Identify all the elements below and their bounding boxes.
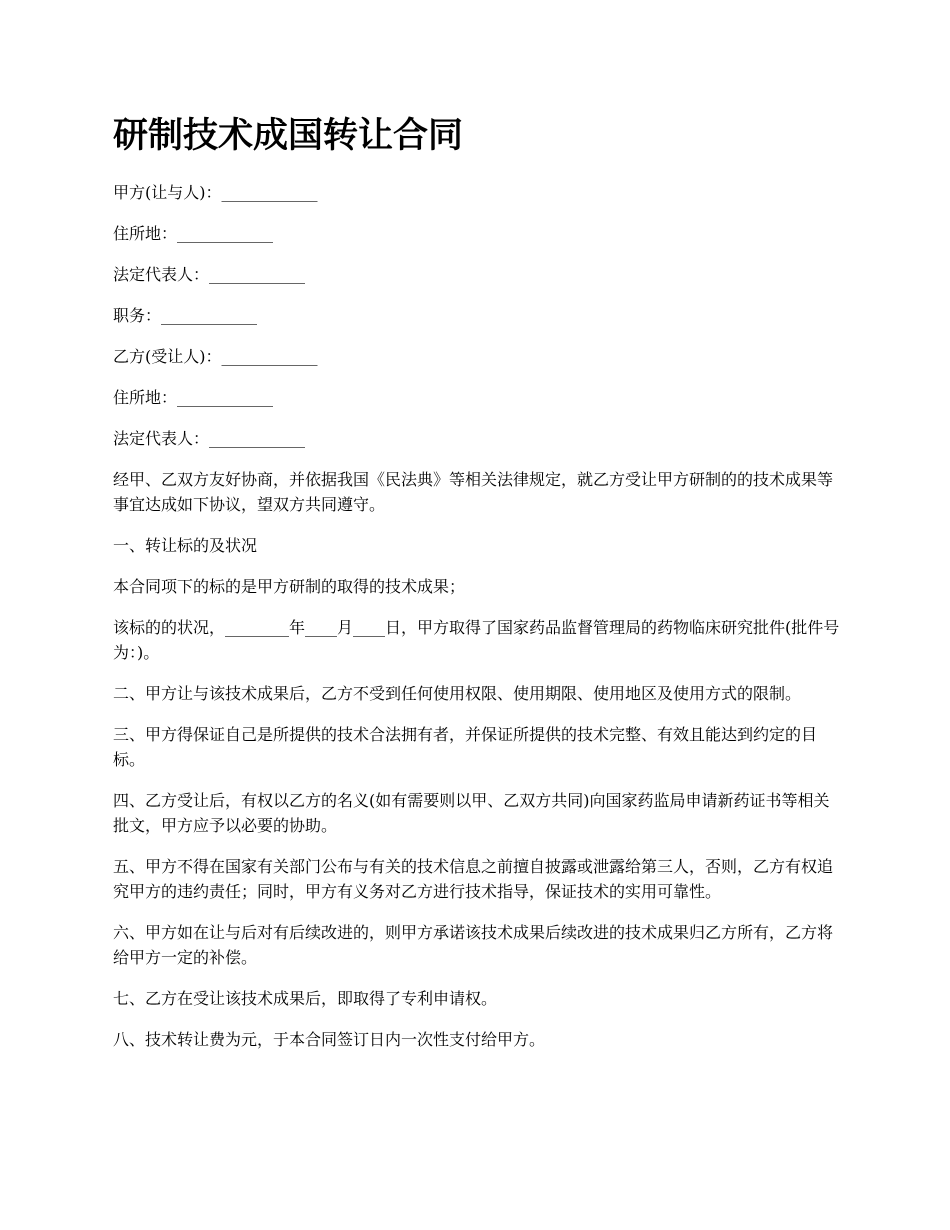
clause-paragraph: 三、甲方得保证自己是所提供的技术合法拥有者，并保证所提供的技术完整、有效且能达到约定的目标。 <box>113 725 818 769</box>
clause-paragraph: 七、乙方在受让该技术成果后，即取得了专利申请权。 <box>113 989 498 1008</box>
field-label: 法定代表人： <box>113 265 210 284</box>
clause-paragraph: 八、技术转让费为元，于本合同签订日内一次性支付给甲方。 <box>113 1030 546 1049</box>
party-b-field <box>113 344 843 369</box>
party-a-address-field <box>113 221 843 246</box>
field-label: 乙方(受让人)： <box>113 347 222 366</box>
field-blank: ____________ <box>177 224 274 243</box>
field-label: 法定代表人： <box>113 429 210 448</box>
clause-paragraph: 六、甲方如在让与后对有后续改进的，则甲方承诺该技术成果后续改进的技术成果归乙方所有，乙方将给甲方一定的补偿。 <box>113 923 834 967</box>
document-body <box>113 180 843 1068</box>
party-a-position-field <box>113 303 843 328</box>
section-heading: 一、转让标的及状况 <box>113 536 258 555</box>
field-blank: ____________ <box>209 429 306 448</box>
clause-paragraph: 五、甲方不得在国家有关部门公布与有关的技术信息之前擅自披露或泄露给第三人，否则，乙方有权追究甲方的违约责任；同时，甲方有义务对乙方进行技术指导，保证技术的实用可靠性。 <box>113 857 834 901</box>
field-label: 职务： <box>113 306 162 325</box>
field-label: 住所地： <box>113 388 178 407</box>
field-blank: ____________ <box>221 347 318 366</box>
party-a-field <box>113 180 843 205</box>
party-a-representative-field <box>113 262 843 287</box>
clause-paragraph: 该标的的状况，________年____月____日，甲方取得了国家药品监督管理局的药物临床研究批件(批件号为：)。 <box>113 618 840 662</box>
clause-paragraph: 四、乙方受让后，有权以乙方的名义(如有需要则以甲、乙双方共同)向国家药监局申请新药证书等相关批文，甲方应予以必要的协助。 <box>113 791 830 835</box>
party-b-representative-field <box>113 426 843 451</box>
party-b-address-field <box>113 385 843 410</box>
field-label: 甲方(让与人)： <box>113 183 222 202</box>
field-blank: ____________ <box>221 183 318 202</box>
field-blank: ____________ <box>177 388 274 407</box>
field-blank: ____________ <box>209 265 306 284</box>
preamble-paragraph: 经甲、乙双方友好协商，并依据我国《民法典》等相关法律规定，就乙方受让甲方研制的的技术成果等事宜达成如下协议，望双方共同遵守。 <box>113 470 834 514</box>
field-blank: ____________ <box>161 306 258 325</box>
document-title: 研制技术成国转让合同 <box>113 116 464 156</box>
clause-paragraph: 本合同项下的标的是甲方研制的取得的技术成果； <box>113 577 466 596</box>
field-label: 住所地： <box>113 224 178 243</box>
clause-paragraph: 二、甲方让与该技术成果后，乙方不受到任何使用权限、使用期限、使用地区及使用方式的限制。 <box>113 684 802 703</box>
